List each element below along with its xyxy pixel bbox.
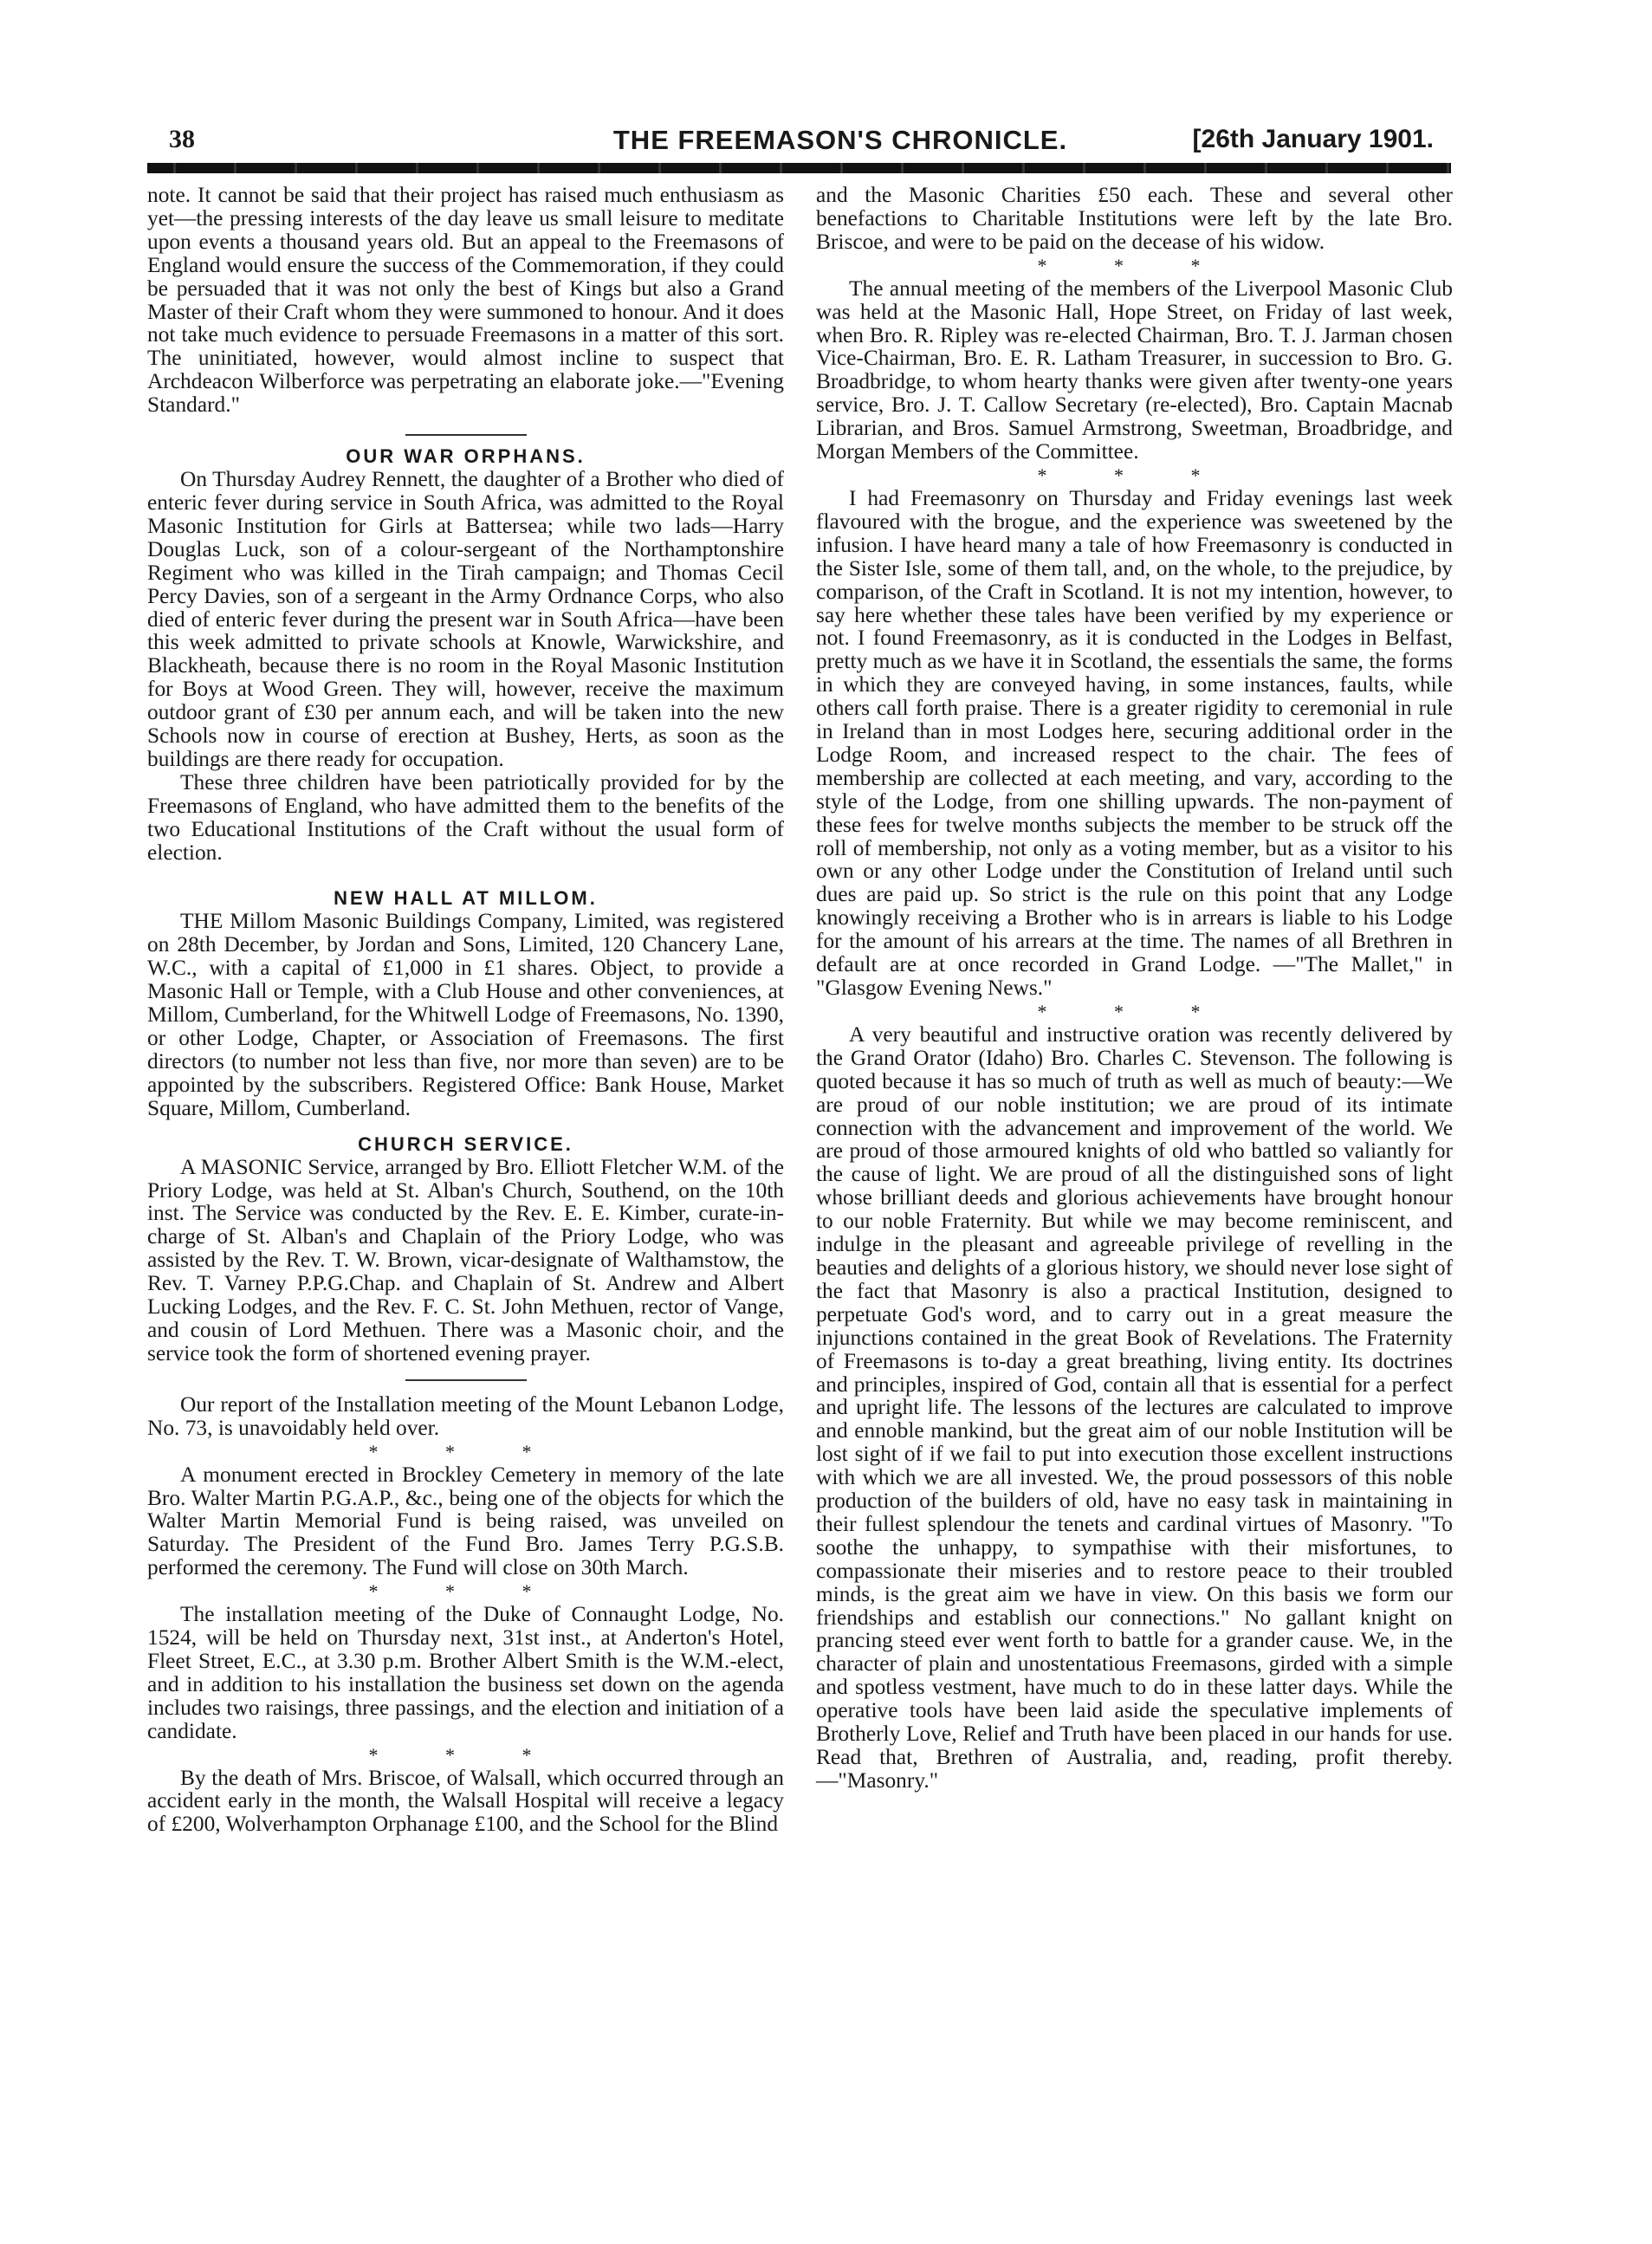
- heading-our-war-orphans: OUR WAR ORPHANS.: [346, 445, 586, 468]
- paragraph-war-orphans-2: These three children have been patriotically provided for by the Freemasons of England, who have admitted them to the benefits of the two Educational Institutions of the Craft without the usual form of election.: [147, 769, 784, 865]
- paragraph-briscoe-bequest: By the death of Mrs. Briscoe, of Walsall, which occurred through an accident early in the month, the Walsall Hospital will receive a legacy of £200, Wolverhampton Orphanage £100, and the School for the Blind: [147, 1765, 784, 1837]
- paragraph-duke-of-connaught: The installation meeting of the Duke of Connaught Lodge, No. 1524, will be held on Thursday next, 31st inst., at Anderton's Hotel, Fleet Street, E.C., at 3.30 p.m. Brother Albert Smith is the W.M.-elect, and in addition to his installation the business set down on the agenda includes two raisings, three passings, and the election and initiation of a candidate.: [147, 1602, 784, 1743]
- paragraph-mount-lebanon: Our report of the Installation meeting of the Mount Lebanon Lodge, No. 73, is unavoidably held over.: [147, 1391, 784, 1440]
- publication-title: THE FREEMASON'S CHRONICLE.: [612, 125, 1068, 155]
- page-header: [156, 121, 1455, 161]
- asterism: * * *: [368, 1440, 563, 1462]
- paragraph-briscoe-continued: and the Masonic Charities £50 each. These and several other benefactions to Charitable Institutions were left by the late Bro. Briscoe, and were to be paid on the decease of his widow.: [816, 183, 1453, 254]
- paragraph-brockley-monument: A monument erected in Brockley Cemetery in memory of the late Bro. Walter Martin P.G.A.P., &c., being one of the objects for which the Walter Martin Memorial Fund is being raised, was unveiled on Saturday. The President of the Fund Bro. James Terry P.G.S.B. performed the ceremony. The Fund will close on 30th March.: [147, 1462, 784, 1580]
- heading-church-service: CHURCH SERVICE.: [358, 1132, 573, 1155]
- paragraph-oration: A very beautiful and instructive oration was recently delivered by the Grand Orator (Idaho) Bro. Charles C. Stevenson. The following is quoted because it has so much of truth as well as much of beauty:—We are proud of our noble institution; we are proud of its intimate connection with the advancement and improvement of the world. We are proud of those armoured knights of old who battled so valiantly for the cause of light. We are proud of all the distinguished sons of light whose brilliant deeds and glorious achievements have brought honour to our noble Fraternity. But while we may become reminiscent, and indulge in the pleasant and agreeable privilege of revelling in the beauties and delights of a glorious history, we should never lose sight of the fact that Masonry is also a practical Institution, designed to perpetuate God's word, and to carry out in a great measure the injunctions contained in the great Book of Revelations. The Fraternity of Freemasons is to-day a great breathing, living entity. Its doctrines and principles, inspired of God, contain all that is essential for a perfect and upright life. The lessons of the lectures are calculated to improve and ennoble mankind, but the great aim of our noble Institution will be lost sight of if we fail to put into execution those excellent instructions with which we are all invested. We, the proud possessors of this noble production of the builders of old, have no easy task in maintaining in their fullest splendour the tenets and cardinal virtues of Masonry. "To soothe the unhappy, to sympathise with their misfortunes, to compassionate their miseries and to restore peace to their troubled minds, is the great aim we have in view. On this basis we form our friendships and establish our connections." No gallant knight on prancing steed ever went forth to battle for a grander cause. We, in the character of plain and unostentatious Freemasons, girded with a simple and spotless vestment, have much to do in these latter days. While the operative tools have been laid aside the speculative implements of Brotherly Love, Relief and Truth have been placed in our hands for use. Read that, Brethren of Australia, and, reading, profit thereby.—"Masonry.": [816, 1021, 1453, 1793]
- paragraph-liverpool-club: The annual meeting of the members of the Liverpool Masonic Club was held at the Masonic Hall, Hope Street, on Friday of last week, when Bro. R. Ripley was re-elected Chairman, Bro. T. J. Jarman chosen Vice-Chairman, Bro. E. R. Latham Treasurer, in succession to Bro. G. Broadbridge, to whom hearty thanks were given after twenty-one years service, Bro. J. T. Callow Secretary (re-elected), Bro. Captain Macnab Librarian, and Bros. Samuel Armstrong, Sweetman, Broadbridge, and Morgan Members of the Committee.: [816, 276, 1453, 464]
- heading-new-hall-millom: NEW HALL AT MILLOM.: [334, 887, 598, 910]
- left-column: [147, 184, 784, 1836]
- asterism: * * *: [1037, 464, 1232, 486]
- paragraph-church-service: A MASONIC Service, arranged by Bro. Elliott Fletcher W.M. of the Priory Lodge, was held at St. Alban's Church, Southend, on the 10th inst. The Service was conducted by the Rev. E. E. Kimber, curate-in-charge of St. Alban's and Chaplain of the Priory Lodge, who was assisted by the Rev. T. W. Brown, vicar-designate of Walthamstow, the Rev. T. Varney P.P.G.Chap. and Chaplain of St. Andrew and Albert Lucking Lodges, and the Rev. F. C. St. John Methuen, rector of Vange, and cousin of Lord Methuen. There was a Masonic choir, and the service took the form of shortened evening prayer.: [147, 1154, 784, 1365]
- page-number: 38: [169, 125, 195, 153]
- article-continuation: note. It cannot be said that their project has raised much enthusiasm as yet—the pressing interests of the day leave us small leisure to meditate upon events a thousand years old. But an appeal to the Freemasons of England would ensure the success of the Commemoration, if they could be persuaded that it was not only the best of Kings but also a Grand Master of their Craft whom they were summoned to honour. And it does not take much evidence to persuade Freemasons in a matter of this sort. The uninitiated, however, would almost incline to suspect that Archdeacon Wilberforce was perpetrating an elaborate joke.—"Evening Standard.": [147, 183, 784, 418]
- right-column: [816, 184, 1453, 1793]
- asterism: * * *: [368, 1580, 563, 1603]
- paragraph-war-orphans: On Thursday Audrey Rennett, the daughter of a Brother who died of enteric fever during service in South Africa, was admitted to the Royal Masonic Institution for Girls at Battersea; while two lads—Harry Douglas Luck, son of a colour-sergeant of the Northamptonshire Regiment who was killed in the Tirah campaign; and Thomas Cecil Percy Davies, son of a sergeant in the Army Ordnance Corps, who also died of enteric fever during the present war in South Africa—have been this week admitted to private schools at Knowle, Warwickshire, and Blackheath, because there is no room in the Royal Masonic Institution for Boys at Wood Green. They will, however, receive the maximum outdoor grant of £30 per annum each, and will be taken into the new Schools now in course of erection at Bushey, Herts, as soon as the buildings are there ready for occupation.: [147, 467, 784, 771]
- header-rule: [147, 163, 1451, 173]
- paragraph-millom: THE Millom Masonic Buildings Company, Limited, was registered on 28th December, by Jordan and Sons, Limited, 120 Chancery Lane, W.C., with a capital of £1,000 in £1 shares. Object, to provide a Masonic Hall or Temple, with a Club House and other conveniences, at Millom, Cumberland, for the Whitwell Lodge of Freemasons, No. 1390, or other Lodge, Chapter, or Association of Freemasons. The first directors (to number not less than five, nor more than seven) are to be appointed by the subscribers. Registered Office: Bank House, Market Square, Millom, Cumberland.: [147, 909, 784, 1120]
- asterism: * * *: [368, 1743, 563, 1766]
- asterism: * * *: [1037, 1000, 1232, 1022]
- asterism: * * *: [1037, 254, 1232, 276]
- issue-date: [26th January 1901.: [1192, 125, 1434, 153]
- paragraph-irish-freemasonry: I had Freemasonry on Thursday and Friday evenings last week flavoured with the brogue, and the experience was sweetened by the infusion. I have heard many a tale of how Freemasonry is conducted in the Sister Isle, some of them tall, and, on the whole, to the prejudice, by comparison, of the Craft in Scotland. It is not my intention, however, to say here whether these tales have been verified by my experience or not. I found Freemasonry, as it is conducted in the Lodges in Belfast, pretty much as we have it in Scotland, the essentials the same, the forms in which they are conveyed having, in some instances, faults, while others call forth praise. There is a greater rigidity to ceremonial in rule in Ireland than in most Lodges here, securing additional order in the Lodge Room, and increased respect to the chair. The fees of membership are collected at each meeting, and vary, according to the style of the Lodge, from one shilling upwards. The non-payment of these fees for twelve months subjects the member to be struck off the roll of membership, not only as a voting member, but as a visitor to his own or any other Lodge under the Constitution of Ireland until such dues are paid up. So strict is the rule on this point that any Lodge knowingly receiving a Brother who is in arrears is liable to his Lodge for the amount of his arrears at the time. The names of all Brethren in default are at once recorded in Grand Lodge. —"The Mallet," in "Glasgow Evening News.": [816, 485, 1453, 1000]
